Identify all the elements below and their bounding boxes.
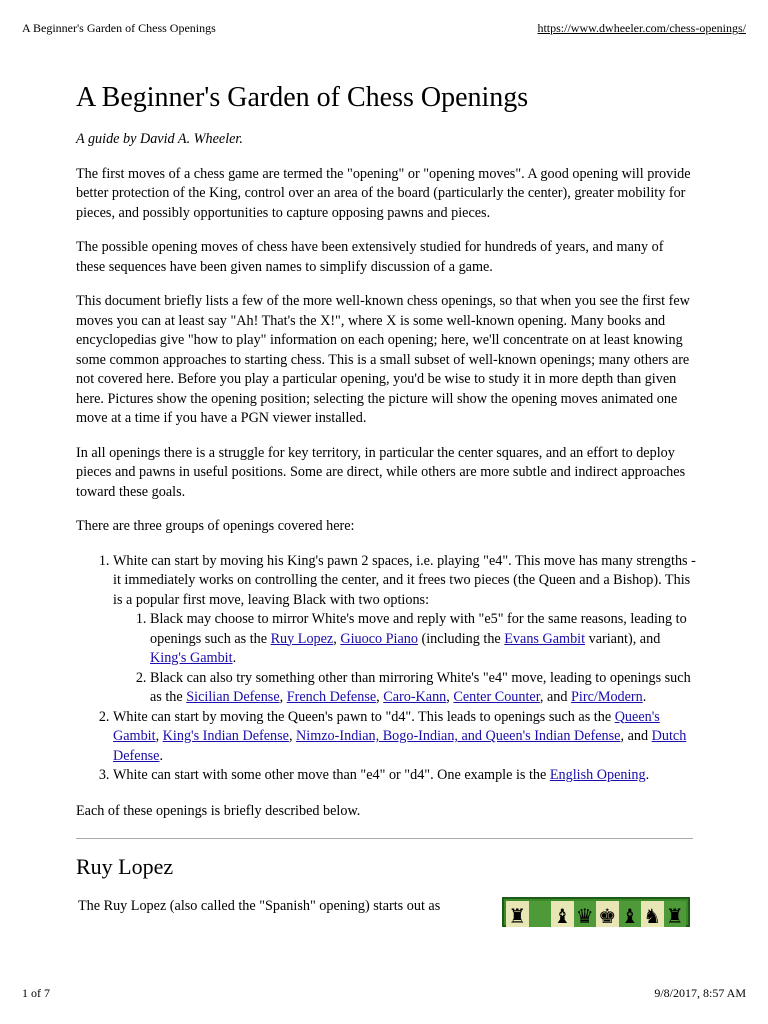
summary-paragraph: Each of these openings is briefly described below. (76, 802, 361, 819)
board-square (664, 901, 687, 927)
board-square (506, 901, 529, 927)
chess-piece-icon: ♛ (575, 904, 594, 928)
ruy-lopez-section (76, 897, 696, 927)
intro-paragraph-1: The first moves of a chess game are termed the "opening" or "opening moves". A good opening will provide better protection of the King, control over an area of the board (particularly the center), greater mobility for pieces, and possibly opportunities to capture opposing pawns and pieces. (76, 165, 691, 221)
queens-gambit-link[interactable]: Queen's Gambit (113, 708, 660, 744)
comma: , (288, 728, 297, 744)
sicilian-defense-link[interactable]: Sicilian Defense (186, 689, 280, 705)
list-item-other-reply (150, 669, 696, 708)
and-text: , and (539, 689, 572, 705)
intro-paragraph-5: There are three groups of openings covered here: (76, 518, 355, 534)
comma: , (155, 728, 163, 744)
comma: , (333, 630, 341, 647)
footer-datetime: 9/8/2017, 8:57 AM (654, 986, 746, 1000)
board-square (641, 901, 664, 927)
list-item-d4 (113, 708, 696, 767)
evans-gambit-link[interactable]: Evans Gambit (504, 630, 586, 647)
header-url-link[interactable]: https://www.dwheeler.com/chess-openings/ (537, 21, 746, 35)
byline: A guide by David A. Wheeler. (76, 131, 243, 147)
other-reply-text: Black can also try something other than mirroring White's "e4" move, leading to openings such as the (150, 669, 691, 705)
footer-page-number: 1 of 7 (22, 986, 50, 1000)
ruy-lopez-link[interactable]: Ruy Lopez (270, 630, 334, 647)
board-square (551, 901, 574, 927)
e5-text: Black may choose to mirror White's move and reply with "e5" for the same reasons, leading to openings such as the (150, 611, 687, 647)
period: . (232, 650, 237, 666)
header-title: A Beginner's Garden of Chess Openings (22, 21, 216, 35)
kings-gambit-link[interactable]: King's Gambit (150, 650, 233, 666)
kings-indian-defense-link[interactable]: King's Indian Defense (162, 728, 289, 744)
period: . (642, 689, 647, 705)
nimzo-indian-link[interactable]: Nimzo-Indian, Bogo-Indian, and Queen's Indian Defense (296, 728, 621, 744)
board-square (529, 901, 552, 927)
e5-text-mid: (including the (417, 630, 505, 647)
ruy-lopez-intro: The Ruy Lopez (also called the "Spanish" opening) starts out as (78, 898, 441, 914)
e5-text-mid2: variant), and (585, 630, 661, 647)
period: . (159, 747, 164, 764)
chess-board-image[interactable] (502, 897, 690, 927)
board-square (596, 901, 619, 927)
chess-piece-icon: ♝ (620, 904, 639, 928)
chess-piece-icon: ♜ (508, 904, 527, 928)
chess-piece-icon: ♚ (598, 904, 617, 928)
english-opening-link[interactable]: English Opening (549, 767, 646, 783)
pirc-modern-link[interactable]: Pirc/Modern (571, 689, 643, 705)
intro-paragraph-2: The possible opening moves of chess have been extensively studied for hundreds of years, and many of these sequences have been given names to simplify discussion of a game. (76, 239, 664, 275)
list-item-e4 (113, 552, 696, 708)
board-square (574, 901, 597, 927)
page-title: A Beginner's Garden of Chess Openings (76, 82, 529, 113)
section-divider (76, 838, 693, 839)
intro-paragraph-4: In all openings there is a struggle for key territory, in particular the center squares, and an effort to deploy pieces and pawns in useful positions. Some are direct, while others are more subtle and indirect approaches toward these goals. (76, 444, 686, 500)
intro-paragraph-3: This document briefly lists a few of the more well-known chess openings, so that when you see the first few moves you can at least say "Ah! That's the X!", where X is some well-known opening. Many books and encyclopedias give "how to play" information on each opening; here, we'll concentrate on at least knowing some common approaches to starting chess. This is a small subset of well-known openings; many others are not covered here. Before you play a particular opening, you'd be wise to study it in more depth than given here. Pictures show the opening position; selecting the picture will show the opening moves animated one move at a time if you have a PGN viewer installed. (76, 293, 690, 426)
caro-kann-link[interactable]: Caro-Kann (383, 689, 447, 705)
d4-text: White can start by moving the Queen's pawn to "d4". This leads to openings such as the (113, 708, 615, 725)
e4-sublist (113, 610, 696, 708)
chess-piece-icon: ♞ (643, 904, 662, 928)
other-move-text: White can start with some other move than "e4" or "d4". One example is the (113, 767, 550, 783)
list-item-other-move (113, 766, 696, 786)
period: . (645, 767, 650, 783)
section-title-ruy-lopez: Ruy Lopez (76, 854, 174, 879)
center-counter-link[interactable]: Center Counter (453, 689, 540, 705)
and-text: , and (620, 728, 652, 744)
giuoco-piano-link[interactable]: Giuoco Piano (340, 630, 418, 647)
openings-group-list (76, 552, 696, 786)
comma: , (279, 689, 287, 705)
comma: , (446, 689, 454, 705)
list-item-e4-text: White can start by moving his King's pawn 2 spaces, i.e. playing "e4". This move has many strengths - it immediately works on controlling the center, and it frees two pieces (the Queen and a Bishop). This is a popular first move, leaving Black with two options: (113, 552, 696, 608)
dutch-defense-link[interactable]: Dutch Defense (113, 728, 687, 764)
chess-piece-icon: ♝ (553, 904, 572, 928)
board-square (619, 901, 642, 927)
french-defense-link[interactable]: French Defense (286, 689, 377, 705)
comma: , (376, 689, 384, 705)
list-item-e5-reply (150, 610, 696, 669)
document-body (76, 76, 696, 927)
chess-piece-icon: ♜ (665, 904, 684, 928)
